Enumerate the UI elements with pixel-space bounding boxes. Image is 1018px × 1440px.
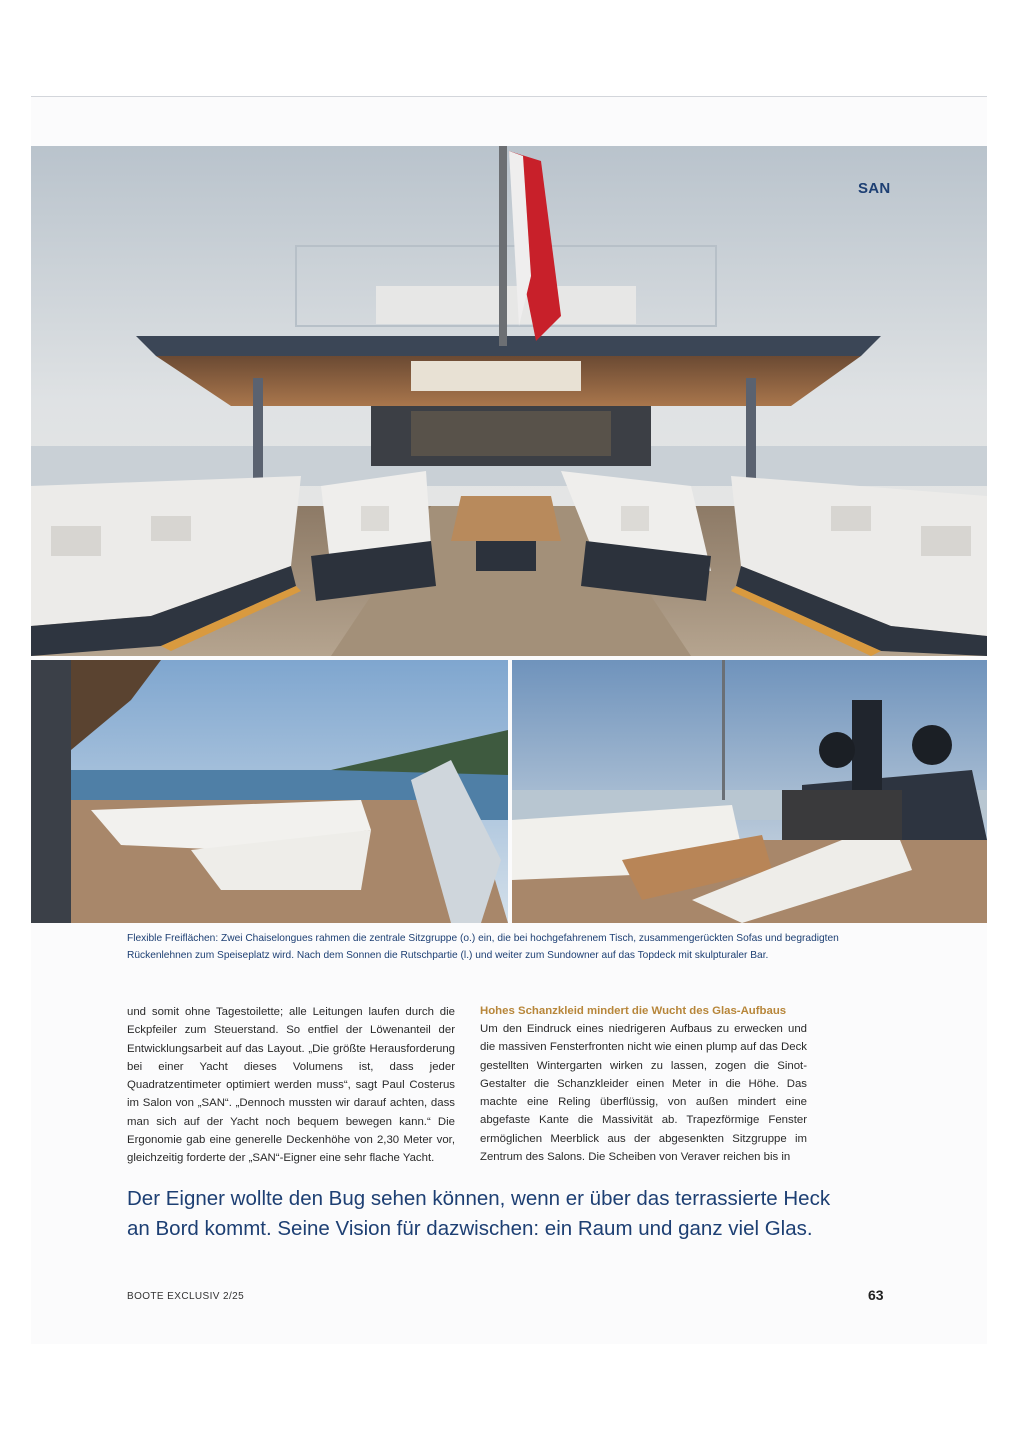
photo-caption: Flexible Freiflächen: Zwei Chaiselongues rahmen die zentrale Sitzgruppe (o.) ein, die bei hochgefahrenem Tisch, zusammengerückten Sofas und begradigten Rückenlehnen zum Speiseplatz wird. Nach dem Sonnen die Rutschpartie (l.) und weiter zum Sundowner auf das Topdeck mit skulpturaler Bar. <box>127 933 839 961</box>
topdeck-bar-photo <box>512 660 987 923</box>
chaise-longue-photo <box>31 660 508 923</box>
subheading: Hohes Schanzkleid mindert die Wucht des Glas-Aufbaus <box>480 1005 787 1017</box>
magazine-issue: BOOTE EXCLUSIV 2/25 <box>127 1291 245 1302</box>
page-number: 63 <box>868 1287 884 1303</box>
section-label: SAN <box>858 180 891 197</box>
top-rule <box>31 96 987 97</box>
body-column-right-text: Um den Eindruck eines niedrigeren Aufbaus zu erwecken und die massiven Fensterfronten nicht wie einen plump auf das Deck gestellten Wintergarten wirken zu lassen, zogen die Sinot-Gestalter die Schanzkleider einen Meter in die Höhe. Das machte eine Reling überflüssig, von außen mindert eine abgefaste Kante die Massivität ab. Trapezförmige Fenster ermöglichen Meerblick aus der abgesenkten Sitzgruppe im Zentrum des Salons. Die Scheiben von Veraver reichen bis in <box>480 1023 807 1164</box>
body-column-right <box>480 1003 807 1166</box>
hero-photo <box>31 146 987 656</box>
pull-quote: Der Eigner wollte den Bug sehen können, wenn er über das terrassierte Heck an Bord kommt. Seine Vision für dazwischen: ein Raum und ganz viel Glas. <box>127 1187 831 1240</box>
body-column-left: und somit ohne Tagestoilette; alle Leitungen laufen durch die Eckpfeiler zum Steuerstand. So entfiel der Löwenanteil der Entwicklungsarbeit auf das Layout. „Die größte Herausforderung bei einer Yacht dieses Volumens ist, dass jeder Quadratzentimeter optimiert werden muss“, sagt Paul Costerus im Salon von „SAN“. „Dennoch mussten wir darauf achten, dass man sich auf der Yacht noch bequem bewegen kann.“ Die Ergonomie gab eine generelle Deckenhöhe von 2,30 Meter vor, gleichzeitig forderte der „SAN“-Eigner eine sehr flache Yacht. <box>127 1006 455 1165</box>
